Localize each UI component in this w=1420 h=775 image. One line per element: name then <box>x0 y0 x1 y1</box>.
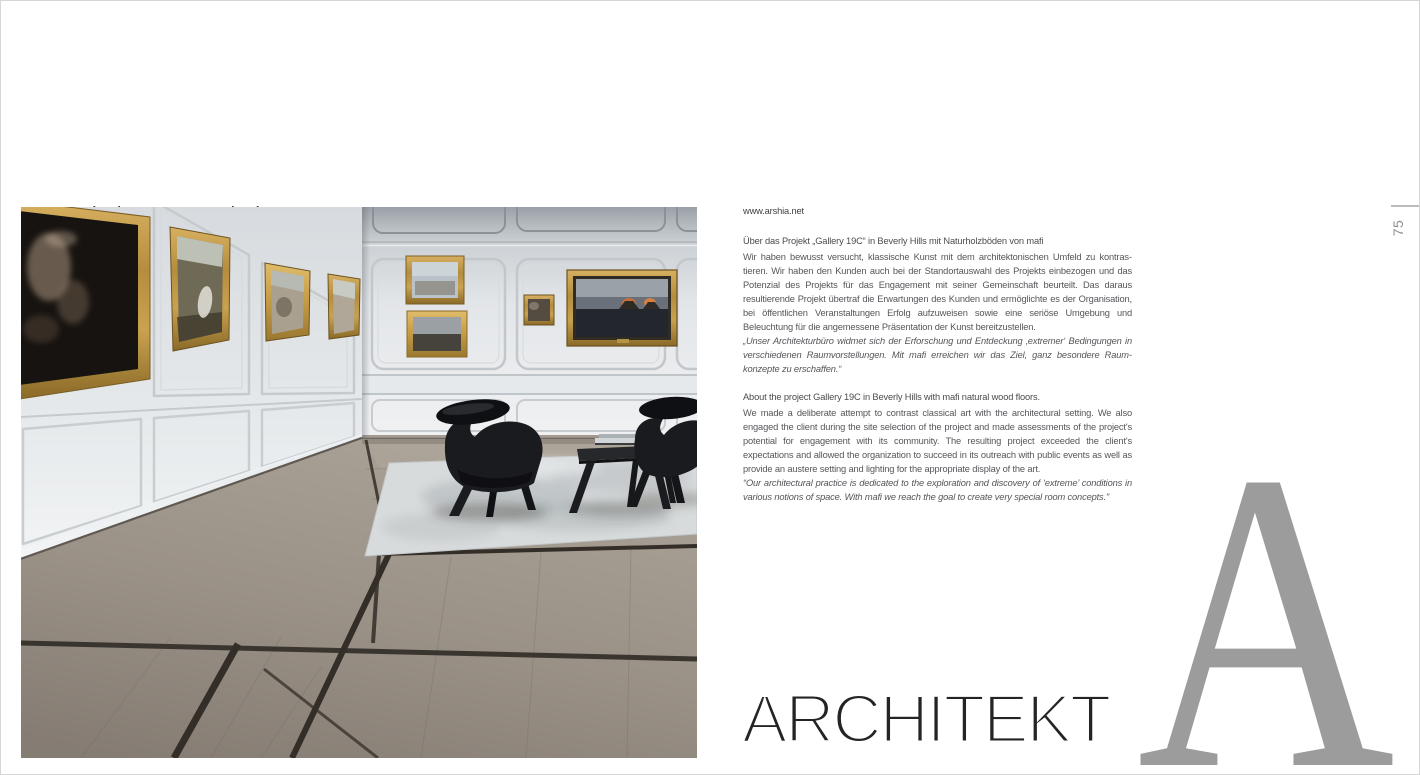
page-number-rule <box>1391 205 1420 207</box>
body-german: Wir haben bewusst versucht, klassische Kunst mit dem architektonischen Umfeld zu kontrastieren. Wir haben den Kunden auch bei der Standortauswahl des Projekts einbezogen und das Potenzial des Projekts für das Engagement mit seiner Gemeinschaft beurteilt. Das daraus resultierende Projekt übertraf die Erwartungen des Kunden und ermöglichte es der Organisation, bei öffentlichen Veranstaltungen Erfolg aufzuweisen sowie eine seriöse Umgebung und Beleuchtung für die angemessene Präsentation der Kunst bereitzustellen. <box>743 252 1132 332</box>
section-word: ARCHITEKT <box>742 681 1110 757</box>
article-column <box>743 204 1132 504</box>
website-url: www.arshia.net <box>743 206 804 216</box>
painting-upper-small <box>406 256 464 304</box>
painting-wide-landscape <box>567 270 677 346</box>
page-number: 75 <box>1390 219 1406 237</box>
painting-large-dark <box>21 207 150 399</box>
gallery-photo <box>21 207 697 758</box>
body-english: We made a deliberate attempt to contrast classical art with the architectural setting. We also engaged the client during the site selection of the project and made assessments of the project's potential for engagement with its community. The resulting project exceeded the client's expectations and allowed the organization to succeed in its outreach with public events as well as provide an austere setting and lighting for the appropriate display of the art. <box>743 408 1132 474</box>
painting-small-corner <box>328 274 360 339</box>
painting-figure-landscape <box>170 227 230 351</box>
painting-tiny <box>524 295 554 325</box>
watermark-letter: A <box>1137 384 1395 775</box>
painting-lower-small <box>407 311 467 357</box>
gallery-photo-illustration <box>21 207 697 758</box>
heading-english: About the project Gallery 19C in Beverly Hills with mafi natural wood floors. <box>743 392 1040 402</box>
heading-german: Über das Projekt „Gallery 19C“ in Beverly Hills mit Naturholzböden von mafi <box>743 236 1044 246</box>
quote-german: „Unser Architekturbüro widmet sich der Erforschung und Entdeckung ‚extremer‘ Bedingungen in verschiedenen Raumvorstellungen. Mit mafi erreichen wir das Ziel, ganz besondere Raumkonzepte zu erschaffen.“ <box>743 336 1132 374</box>
quote-english: “Our architectural practice is dedicated to the exploration and discovery of ‘extreme’ conditions in various notions of space. With mafi we reach the goal to create very special room concepts.” <box>743 478 1132 502</box>
wall-corner-shadow <box>362 207 370 439</box>
painting-bridge-scene <box>265 263 310 341</box>
